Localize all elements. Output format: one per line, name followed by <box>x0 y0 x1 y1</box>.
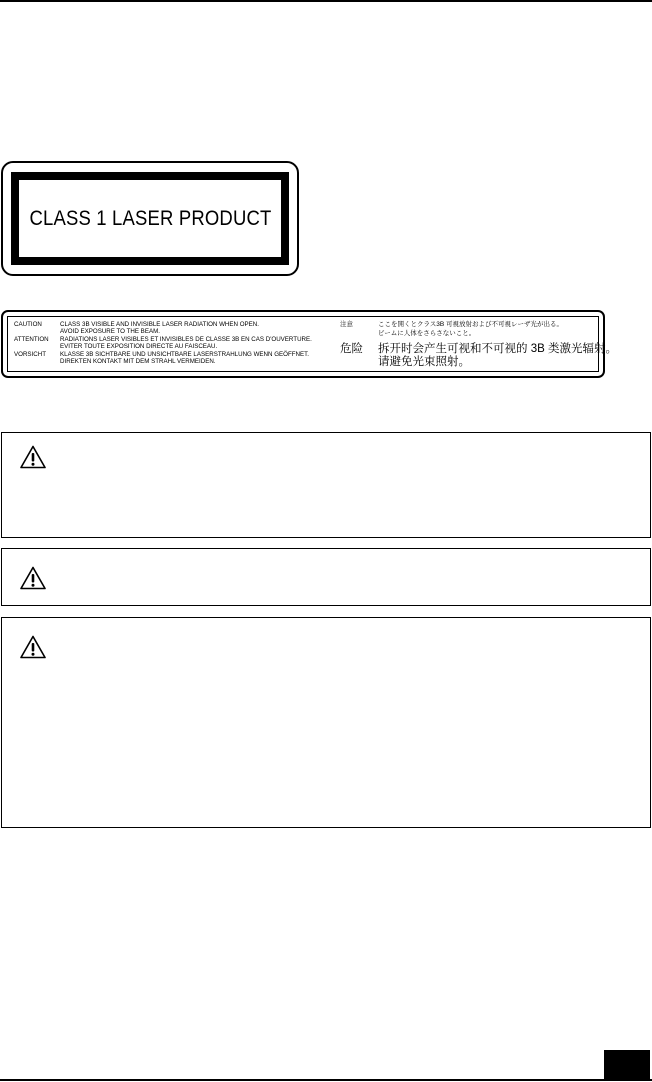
warning-key-caution: CAUTION <box>14 321 42 328</box>
warning-key-japanese: 注意 <box>340 321 353 328</box>
bottom-rule <box>0 1079 652 1081</box>
laser-warning-label <box>1 310 617 378</box>
warning-triangle-icon <box>20 566 46 590</box>
warning-chinese-line-2: 请避免光束照射。 <box>378 356 470 368</box>
caution-box-1 <box>1 432 651 538</box>
class-1-laser-label <box>1 161 299 276</box>
warning-attention-line-1: RADIATIONS LASER VISIBLES ET INVISIBLES DE CLASSE 3B EN CAS D'OUVERTURE. <box>60 336 312 343</box>
warning-triangle-icon <box>20 635 46 659</box>
warning-japanese-line-1: ここを開くとクラス3B 可視放射および不可視レーザ光が出る。 <box>378 321 564 328</box>
caution-box-2 <box>1 548 651 606</box>
warning-key-vorsicht: VORSICHT <box>14 351 46 358</box>
warning-japanese-line-2: ビームに人体をさらさないこと。 <box>378 330 476 337</box>
warning-caution-line-1: CLASS 3B VISIBLE AND INVISIBLE LASER RADIATION WHEN OPEN. <box>60 321 259 328</box>
caution-box-3 <box>1 617 651 828</box>
warning-vorsicht-line-1: KLASSE 3B SICHTBARE UND UNSICHTBARE LASERSTRAHLUNG WENN GEÖFFNET. <box>60 351 309 358</box>
warning-chinese-line-1: 拆开时会产生可视和不可视的 3B 类激光辐射。 <box>378 343 617 355</box>
page-number-badge <box>604 1050 650 1079</box>
top-rule <box>0 0 652 2</box>
class-label-band <box>11 172 289 265</box>
warning-attention-line-2: EVITER TOUTE EXPOSITION DIRECTE AU FAISCEAU. <box>60 342 218 350</box>
warning-key-chinese: 危险 <box>340 343 363 355</box>
warning-triangle-icon <box>20 445 46 469</box>
warning-label-frame <box>7 316 617 372</box>
class-label-text: CLASS 1 LASER PRODUCT <box>29 206 271 230</box>
warning-caution-line-2: AVOID EXPOSURE TO THE BEAM. <box>60 327 160 335</box>
warning-key-attention: ATTENTION <box>14 336 49 343</box>
warning-vorsicht-line-2: DIREKTEN KONTAKT MIT DEM STRAHL VERMEIDEN. <box>60 357 216 365</box>
